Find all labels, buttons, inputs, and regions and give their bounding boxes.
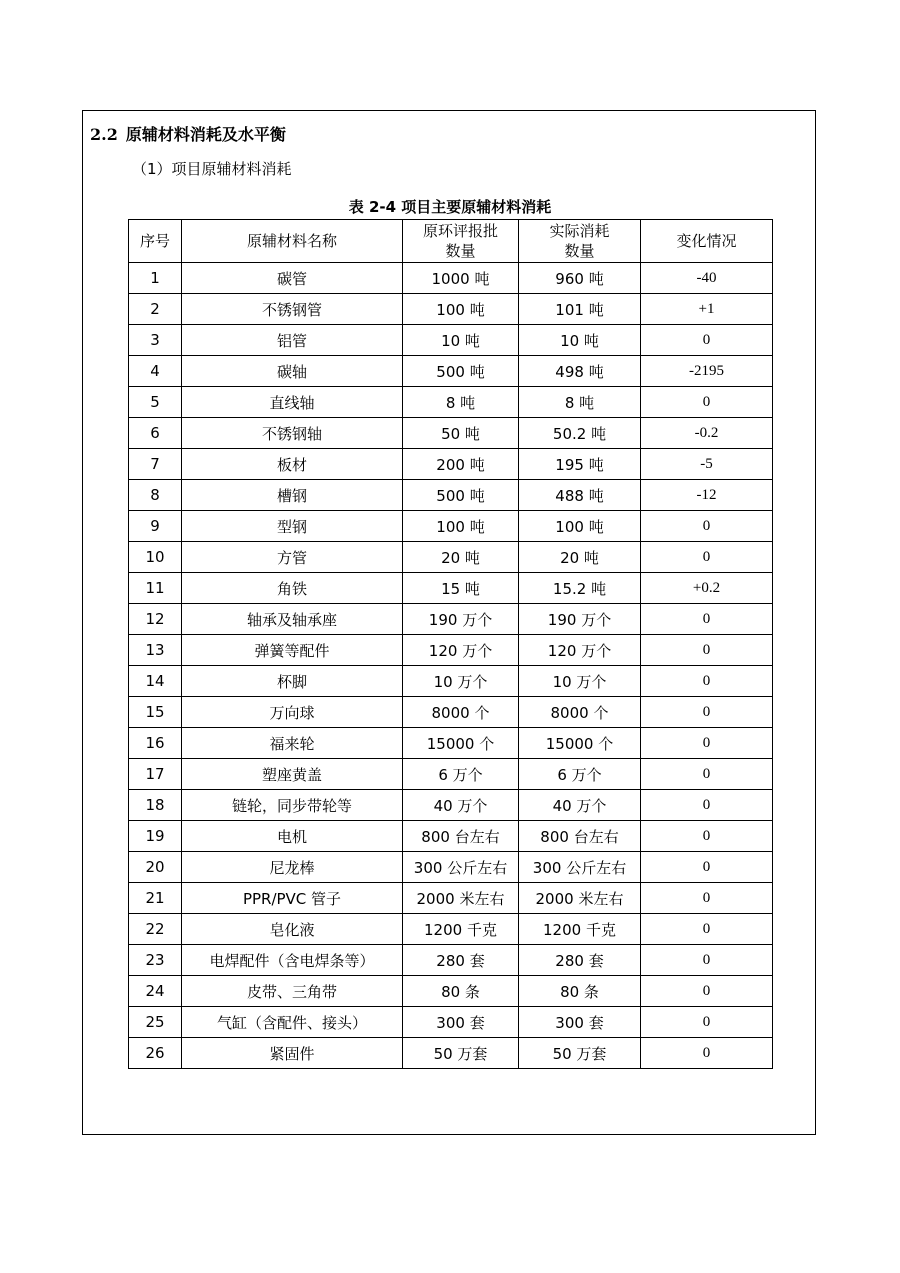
cell-change: 0 [641, 790, 773, 821]
table-row [129, 1007, 773, 1038]
cell-actual-consumption: 195 吨 [519, 449, 641, 480]
cell-material-name: 铝管 [182, 325, 403, 356]
cell-change: 0 [641, 511, 773, 542]
cell-material-name: 直线轴 [182, 387, 403, 418]
cell-material-name: 皮带、三角带 [182, 976, 403, 1007]
header-actual-consumption: 实际消耗 数量 [519, 220, 641, 263]
cell-index: 7 [129, 449, 182, 480]
cell-index: 19 [129, 821, 182, 852]
cell-material-name: 电机 [182, 821, 403, 852]
cell-approved-quantity: 120 万个 [403, 635, 519, 666]
cell-actual-consumption: 488 吨 [519, 480, 641, 511]
cell-actual-consumption: 800 台左右 [519, 821, 641, 852]
cell-actual-consumption: 300 公斤左右 [519, 852, 641, 883]
cell-change: -2195 [641, 356, 773, 387]
table-row [129, 294, 773, 325]
cell-change: 0 [641, 883, 773, 914]
cell-material-name: 皂化液 [182, 914, 403, 945]
cell-actual-consumption: 40 万个 [519, 790, 641, 821]
cell-index: 10 [129, 542, 182, 573]
subsection-heading: （1）项目原辅材料消耗 [132, 160, 292, 178]
cell-approved-quantity: 300 公斤左右 [403, 852, 519, 883]
cell-index: 4 [129, 356, 182, 387]
table-row [129, 387, 773, 418]
cell-approved-quantity: 2000 米左右 [403, 883, 519, 914]
cell-material-name: 角铁 [182, 573, 403, 604]
materials-table [128, 219, 773, 1069]
cell-index: 3 [129, 325, 182, 356]
cell-index: 17 [129, 759, 182, 790]
cell-change: +1 [641, 294, 773, 325]
cell-material-name: 链轮，同步带轮等 [182, 790, 403, 821]
cell-actual-consumption: 10 万个 [519, 666, 641, 697]
cell-actual-consumption: 80 条 [519, 976, 641, 1007]
cell-index: 1 [129, 263, 182, 294]
cell-change: 0 [641, 728, 773, 759]
cell-actual-consumption: 1200 千克 [519, 914, 641, 945]
table-row [129, 821, 773, 852]
cell-material-name: 碳轴 [182, 356, 403, 387]
table-row [129, 1038, 773, 1069]
cell-change: 0 [641, 387, 773, 418]
table-row [129, 790, 773, 821]
cell-approved-quantity: 190 万个 [403, 604, 519, 635]
cell-material-name: PPR/PVC 管子 [182, 883, 403, 914]
cell-material-name: 不锈钢轴 [182, 418, 403, 449]
table-row [129, 635, 773, 666]
cell-approved-quantity: 15000 个 [403, 728, 519, 759]
cell-actual-consumption: 20 吨 [519, 542, 641, 573]
table-row [129, 542, 773, 573]
cell-index: 11 [129, 573, 182, 604]
cell-change: 0 [641, 821, 773, 852]
cell-approved-quantity: 500 吨 [403, 356, 519, 387]
cell-actual-consumption: 15.2 吨 [519, 573, 641, 604]
cell-index: 23 [129, 945, 182, 976]
table-row [129, 604, 773, 635]
table-caption: 表 2-4 项目主要原辅材料消耗 [348, 198, 552, 216]
section-title: 原辅材料消耗及水平衡 [125, 125, 286, 144]
cell-change: 0 [641, 1007, 773, 1038]
cell-approved-quantity: 50 吨 [403, 418, 519, 449]
cell-change: 0 [641, 697, 773, 728]
cell-index: 16 [129, 728, 182, 759]
cell-material-name: 不锈钢管 [182, 294, 403, 325]
cell-change: -40 [641, 263, 773, 294]
table-row [129, 759, 773, 790]
cell-index: 6 [129, 418, 182, 449]
cell-approved-quantity: 100 吨 [403, 511, 519, 542]
cell-index: 20 [129, 852, 182, 883]
cell-actual-consumption: 101 吨 [519, 294, 641, 325]
cell-actual-consumption: 300 套 [519, 1007, 641, 1038]
cell-approved-quantity: 300 套 [403, 1007, 519, 1038]
cell-index: 12 [129, 604, 182, 635]
cell-actual-consumption: 2000 米左右 [519, 883, 641, 914]
cell-change: -12 [641, 480, 773, 511]
section-number: 2.2 [90, 125, 118, 144]
cell-approved-quantity: 10 万个 [403, 666, 519, 697]
cell-actual-consumption: 190 万个 [519, 604, 641, 635]
cell-index: 26 [129, 1038, 182, 1069]
cell-material-name: 板材 [182, 449, 403, 480]
cell-material-name: 方管 [182, 542, 403, 573]
cell-material-name: 紧固件 [182, 1038, 403, 1069]
cell-index: 14 [129, 666, 182, 697]
header-index: 序号 [129, 220, 182, 263]
header-material-name: 原辅材料名称 [182, 220, 403, 263]
table-row [129, 852, 773, 883]
table-row [129, 418, 773, 449]
cell-index: 25 [129, 1007, 182, 1038]
cell-approved-quantity: 50 万套 [403, 1038, 519, 1069]
cell-change: 0 [641, 635, 773, 666]
cell-material-name: 轴承及轴承座 [182, 604, 403, 635]
cell-actual-consumption: 50.2 吨 [519, 418, 641, 449]
table-row [129, 666, 773, 697]
cell-change: 0 [641, 759, 773, 790]
cell-approved-quantity: 10 吨 [403, 325, 519, 356]
cell-index: 2 [129, 294, 182, 325]
cell-index: 8 [129, 480, 182, 511]
cell-approved-quantity: 1200 千克 [403, 914, 519, 945]
table-row [129, 449, 773, 480]
cell-actual-consumption: 498 吨 [519, 356, 641, 387]
cell-actual-consumption: 280 套 [519, 945, 641, 976]
cell-material-name: 万向球 [182, 697, 403, 728]
cell-change: -5 [641, 449, 773, 480]
cell-change: 0 [641, 852, 773, 883]
cell-actual-consumption: 6 万个 [519, 759, 641, 790]
cell-change: 0 [641, 666, 773, 697]
cell-actual-consumption: 15000 个 [519, 728, 641, 759]
cell-change: 0 [641, 976, 773, 1007]
cell-approved-quantity: 6 万个 [403, 759, 519, 790]
cell-index: 5 [129, 387, 182, 418]
cell-material-name: 杯脚 [182, 666, 403, 697]
cell-actual-consumption: 50 万套 [519, 1038, 641, 1069]
cell-actual-consumption: 120 万个 [519, 635, 641, 666]
cell-material-name: 尼龙棒 [182, 852, 403, 883]
cell-approved-quantity: 8000 个 [403, 697, 519, 728]
table-row [129, 697, 773, 728]
cell-index: 22 [129, 914, 182, 945]
cell-index: 18 [129, 790, 182, 821]
cell-actual-consumption: 8000 个 [519, 697, 641, 728]
table-row [129, 356, 773, 387]
table-row [129, 511, 773, 542]
cell-change: 0 [641, 542, 773, 573]
table-row [129, 883, 773, 914]
cell-approved-quantity: 500 吨 [403, 480, 519, 511]
cell-actual-consumption: 960 吨 [519, 263, 641, 294]
cell-material-name: 弹簧等配件 [182, 635, 403, 666]
cell-approved-quantity: 280 套 [403, 945, 519, 976]
cell-change: +0.2 [641, 573, 773, 604]
cell-approved-quantity: 100 吨 [403, 294, 519, 325]
cell-material-name: 槽钢 [182, 480, 403, 511]
header-change: 变化情况 [641, 220, 773, 263]
cell-index: 13 [129, 635, 182, 666]
cell-actual-consumption: 8 吨 [519, 387, 641, 418]
cell-change: 0 [641, 914, 773, 945]
cell-index: 15 [129, 697, 182, 728]
cell-material-name: 型钢 [182, 511, 403, 542]
cell-approved-quantity: 80 条 [403, 976, 519, 1007]
table-row [129, 263, 773, 294]
cell-approved-quantity: 15 吨 [403, 573, 519, 604]
cell-actual-consumption: 10 吨 [519, 325, 641, 356]
table-row [129, 573, 773, 604]
cell-change: 0 [641, 604, 773, 635]
cell-approved-quantity: 200 吨 [403, 449, 519, 480]
cell-change: 0 [641, 325, 773, 356]
cell-material-name: 电焊配件（含电焊条等） [182, 945, 403, 976]
table-row [129, 976, 773, 1007]
header-approved-quantity: 原环评报批 数量 [403, 220, 519, 263]
cell-actual-consumption: 100 吨 [519, 511, 641, 542]
cell-change: 0 [641, 945, 773, 976]
cell-change: 0 [641, 1038, 773, 1069]
table-header-row [129, 220, 773, 263]
cell-index: 24 [129, 976, 182, 1007]
cell-approved-quantity: 20 吨 [403, 542, 519, 573]
cell-material-name: 气缸（含配件、接头） [182, 1007, 403, 1038]
table-row [129, 728, 773, 759]
cell-approved-quantity: 40 万个 [403, 790, 519, 821]
table-row [129, 325, 773, 356]
cell-approved-quantity: 800 台左右 [403, 821, 519, 852]
cell-change: -0.2 [641, 418, 773, 449]
cell-material-name: 塑座黄盖 [182, 759, 403, 790]
cell-approved-quantity: 1000 吨 [403, 263, 519, 294]
cell-approved-quantity: 8 吨 [403, 387, 519, 418]
table-row [129, 480, 773, 511]
cell-index: 21 [129, 883, 182, 914]
cell-index: 9 [129, 511, 182, 542]
cell-material-name: 福来轮 [182, 728, 403, 759]
section-heading [90, 122, 286, 145]
table-row [129, 914, 773, 945]
cell-material-name: 碳管 [182, 263, 403, 294]
table-row [129, 945, 773, 976]
